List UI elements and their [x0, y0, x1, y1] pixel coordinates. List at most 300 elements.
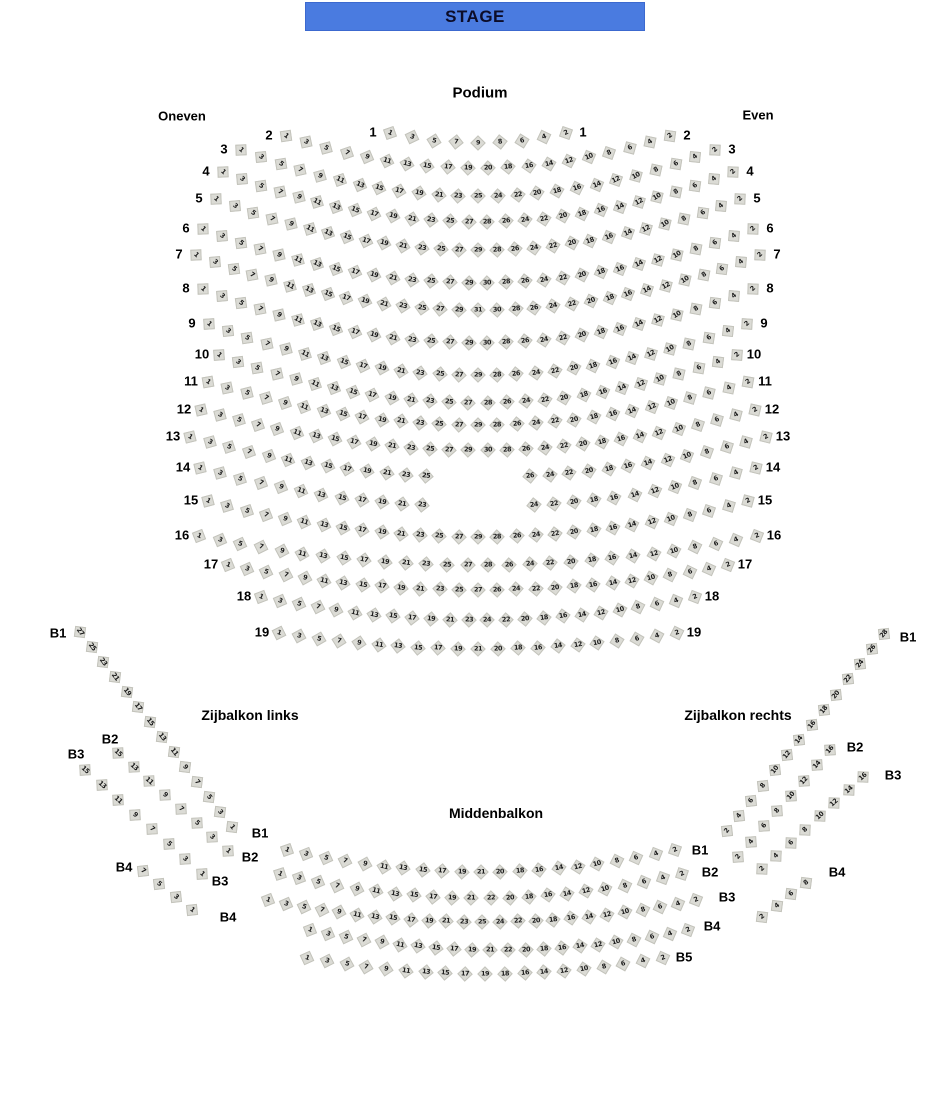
seat-main-5-9[interactable] — [283, 216, 298, 231]
seat-main-9-6[interactable] — [701, 330, 716, 345]
seat-main-8-24[interactable] — [538, 333, 551, 346]
seat-main-17-20[interactable] — [549, 581, 561, 593]
seat-main-3-4[interactable] — [688, 150, 703, 165]
seat-main-4-21[interactable] — [405, 212, 418, 225]
seat-main-10-18[interactable] — [577, 388, 591, 402]
seat-rechts-B1-2[interactable] — [719, 823, 734, 838]
seat-main-12-10[interactable] — [671, 422, 685, 436]
seat-links-B4-5[interactable] — [152, 876, 167, 891]
seat-main-10-13[interactable] — [327, 381, 341, 395]
seat-main-1-6[interactable] — [515, 134, 528, 147]
seat-main-16-7[interactable] — [254, 540, 268, 554]
seat-midden-B1-4[interactable] — [648, 847, 662, 861]
seat-main-6-15[interactable] — [329, 261, 343, 275]
seat-main-2-1[interactable] — [278, 128, 293, 143]
seat-midden-B1-20[interactable] — [495, 866, 506, 877]
seat-links-B1-25[interactable] — [84, 639, 99, 654]
seat-main-12-17[interactable] — [347, 435, 360, 448]
seat-main-4-10[interactable] — [650, 190, 665, 205]
seat-main-6-13[interactable] — [309, 257, 324, 272]
seat-main-4-2[interactable] — [725, 164, 741, 180]
seat-main-11-7[interactable] — [258, 391, 273, 406]
seat-rechts-B1-14[interactable] — [792, 732, 807, 747]
seat-midden-B5-17[interactable] — [460, 968, 471, 979]
seat-midden-B5-9[interactable] — [380, 963, 393, 976]
seat-main-9-9[interactable] — [278, 341, 293, 356]
seat-main-19-9[interactable] — [352, 637, 365, 650]
seat-main-4-16[interactable] — [594, 203, 608, 217]
seat-main-19-18[interactable] — [512, 643, 524, 655]
seat-main-12-21[interactable] — [386, 440, 399, 453]
seat-main-15-4[interactable] — [721, 499, 736, 514]
seat-main-10-6[interactable] — [691, 360, 706, 375]
seat-rechts-B2-4[interactable] — [743, 834, 759, 850]
seat-main-5-13[interactable] — [321, 226, 336, 241]
seat-main-4-19[interactable] — [386, 210, 399, 223]
seat-midden-B5-2[interactable] — [656, 951, 670, 965]
seat-main-8-6[interactable] — [707, 295, 722, 310]
seat-main-8-21[interactable] — [386, 331, 399, 344]
seat-main-6-12[interactable] — [651, 252, 666, 267]
seat-main-11-8[interactable] — [683, 391, 698, 406]
seat-main-16-9[interactable] — [275, 544, 289, 558]
seat-midden-B3-20[interactable] — [529, 915, 541, 927]
seat-main-16-12[interactable] — [647, 547, 660, 560]
seat-main-18-14[interactable] — [575, 608, 588, 621]
seat-main-14-18[interactable] — [588, 494, 601, 507]
seat-main-11-24[interactable] — [530, 417, 542, 429]
seat-main-6-8[interactable] — [688, 241, 703, 256]
seat-rechts-B1-26[interactable] — [864, 641, 879, 656]
seat-midden-B3-23[interactable] — [458, 916, 469, 927]
seat-main-12-3[interactable] — [213, 408, 228, 423]
seat-rechts-B1-6[interactable] — [743, 793, 758, 808]
seat-main-16-10[interactable] — [667, 544, 681, 558]
seat-main-8-13[interactable] — [309, 317, 324, 332]
seat-midden-B2-18[interactable] — [523, 891, 535, 903]
seat-main-6-29[interactable] — [463, 277, 474, 288]
seat-main-16-5[interactable] — [233, 537, 247, 551]
seat-main-14-5[interactable] — [233, 471, 248, 486]
seat-main-10-23[interactable] — [424, 395, 436, 407]
seat-main-16-2[interactable] — [750, 529, 764, 543]
seat-midden-B1-21[interactable] — [476, 867, 487, 878]
seat-midden-B4-4[interactable] — [663, 926, 677, 940]
seat-midden-B1-15[interactable] — [417, 864, 429, 876]
seat-main-6-23[interactable] — [405, 273, 418, 286]
seat-midden-B3-10[interactable] — [618, 905, 632, 919]
seat-midden-B2-1[interactable] — [273, 867, 288, 882]
seat-midden-B1-7[interactable] — [338, 854, 352, 868]
seat-midden-B2-13[interactable] — [388, 887, 401, 900]
seat-rechts-B1-18[interactable] — [816, 702, 831, 717]
seat-main-6-22[interactable] — [557, 271, 570, 284]
seat-midden-B5-18[interactable] — [499, 968, 510, 979]
seat-main-10-4[interactable] — [710, 354, 725, 369]
seat-main-7-2[interactable] — [752, 247, 768, 263]
seat-main-4-7[interactable] — [272, 184, 287, 199]
seat-main-10-24[interactable] — [520, 395, 532, 407]
seat-main-17-19[interactable] — [395, 581, 407, 593]
seat-main-14-14[interactable] — [628, 488, 642, 502]
seat-main-19-4[interactable] — [650, 629, 664, 643]
seat-links-B4-3[interactable] — [168, 889, 183, 904]
seat-main-18-23[interactable] — [463, 614, 474, 625]
seat-main-10-21[interactable] — [404, 393, 417, 406]
seat-main-8-26[interactable] — [519, 335, 531, 347]
seat-main-3-12[interactable] — [609, 173, 624, 188]
seat-main-16-4[interactable] — [729, 533, 743, 547]
seat-main-6-11[interactable] — [290, 252, 305, 267]
seat-main-7-13[interactable] — [301, 283, 316, 298]
seat-main-4-25[interactable] — [444, 215, 456, 227]
seat-links-B1-17[interactable] — [131, 699, 146, 714]
seat-main-16-20[interactable] — [565, 556, 577, 568]
seat-midden-B4-22[interactable] — [502, 944, 513, 955]
seat-main-17-24[interactable] — [511, 584, 523, 596]
seat-main-19-6[interactable] — [630, 632, 643, 645]
seat-main-18-22[interactable] — [500, 614, 512, 626]
seat-main-11-22[interactable] — [549, 415, 562, 428]
seat-main-3-23[interactable] — [452, 190, 464, 202]
seat-midden-B4-2[interactable] — [681, 923, 696, 938]
seat-main-4-5[interactable] — [253, 178, 268, 193]
seat-main-12-8[interactable] — [690, 417, 705, 432]
seat-main-12-28[interactable] — [501, 444, 513, 456]
seat-rechts-B1-10[interactable] — [768, 763, 783, 778]
seat-midden-B2-4[interactable] — [656, 871, 671, 886]
seat-main-15-19[interactable] — [375, 526, 388, 539]
seat-main-9-16[interactable] — [605, 355, 619, 369]
seat-main-17-5[interactable] — [259, 565, 273, 579]
seat-main-6-7[interactable] — [252, 241, 267, 256]
seat-main-15-9[interactable] — [278, 511, 292, 525]
seat-main-17-17[interactable] — [376, 580, 389, 593]
seat-main-4-9[interactable] — [291, 190, 306, 205]
seat-main-11-28[interactable] — [492, 419, 503, 430]
seat-main-5-18[interactable] — [583, 234, 597, 248]
seat-main-18-6[interactable] — [650, 597, 664, 611]
seat-midden-B1-5[interactable] — [319, 851, 333, 865]
seat-main-7-24[interactable] — [547, 300, 560, 313]
seat-main-17-14[interactable] — [606, 576, 619, 589]
seat-main-9-21[interactable] — [395, 364, 408, 377]
seat-main-12-7[interactable] — [251, 417, 266, 432]
seat-main-2-12[interactable] — [562, 154, 576, 168]
seat-main-18-5[interactable] — [292, 597, 306, 611]
seat-main-7-25[interactable] — [415, 302, 428, 315]
seat-main-15-28[interactable] — [492, 531, 503, 542]
seat-main-7-26[interactable] — [528, 302, 541, 315]
seat-main-17-22[interactable] — [530, 583, 542, 595]
seat-midden-B3-22[interactable] — [512, 916, 524, 928]
seat-main-2-17[interactable] — [442, 161, 454, 173]
seat-main-17-23[interactable] — [434, 584, 446, 596]
seat-main-11-29[interactable] — [473, 420, 484, 431]
seat-main-8-20[interactable] — [575, 328, 589, 342]
seat-main-9-19[interactable] — [375, 362, 389, 376]
seat-main-13-9[interactable] — [262, 449, 276, 463]
seat-main-18-10[interactable] — [613, 603, 627, 617]
seat-main-2-13[interactable] — [401, 157, 414, 170]
seat-rechts-B1-28[interactable] — [876, 626, 891, 641]
seat-main-10-10[interactable] — [653, 372, 668, 387]
seat-main-11-15[interactable] — [336, 407, 350, 421]
seat-main-6-16[interactable] — [613, 261, 627, 275]
seat-main-17-7[interactable] — [279, 568, 293, 582]
seat-main-15-13[interactable] — [317, 518, 331, 532]
seat-main-15-23[interactable] — [414, 529, 426, 541]
seat-main-8-4[interactable] — [726, 288, 742, 304]
seat-rechts-B2-14[interactable] — [809, 758, 825, 774]
seat-main-18-21[interactable] — [444, 614, 456, 626]
seat-links-B1-19[interactable] — [119, 684, 134, 699]
seat-main-3-14[interactable] — [589, 177, 603, 191]
seat-main-16-6[interactable] — [709, 537, 723, 551]
seat-main-17-18[interactable] — [568, 580, 581, 593]
seat-main-2-20[interactable] — [482, 162, 493, 173]
seat-rechts-B3-16[interactable] — [855, 769, 871, 785]
seat-main-9-29[interactable] — [473, 370, 484, 381]
seat-midden-B1-16[interactable] — [533, 864, 545, 876]
seat-main-12-1[interactable] — [193, 402, 208, 417]
seat-main-5-14[interactable] — [620, 226, 635, 241]
seat-main-9-26[interactable] — [510, 368, 522, 380]
seat-main-5-19[interactable] — [378, 237, 392, 251]
seat-main-10-19[interactable] — [385, 391, 398, 404]
seat-main-12-20[interactable] — [577, 438, 590, 451]
seat-rechts-B3-2[interactable] — [754, 861, 770, 877]
seat-main-19-2[interactable] — [670, 626, 684, 640]
seat-main-2-4[interactable] — [642, 135, 657, 150]
seat-midden-B1-11[interactable] — [377, 860, 390, 873]
seat-midden-B3-14[interactable] — [582, 910, 595, 923]
seat-main-15-16[interactable] — [606, 521, 619, 534]
seat-main-3-18[interactable] — [550, 184, 563, 197]
seat-midden-B4-3[interactable] — [321, 926, 335, 940]
seat-rechts-B3-4[interactable] — [769, 848, 785, 864]
seat-main-8-15[interactable] — [329, 321, 343, 335]
seat-midden-B1-17[interactable] — [436, 865, 448, 877]
seat-midden-B3-1[interactable] — [261, 893, 275, 907]
seat-main-9-1[interactable] — [201, 316, 217, 332]
seat-main-16-16[interactable] — [606, 552, 619, 565]
seat-main-5-3[interactable] — [227, 198, 242, 213]
seat-rechts-B4-8[interactable] — [798, 875, 813, 890]
seat-main-4-8[interactable] — [669, 184, 684, 199]
seat-main-12-24[interactable] — [539, 441, 551, 453]
seat-main-6-20[interactable] — [575, 268, 589, 282]
seat-main-7-19[interactable] — [358, 294, 372, 308]
seat-main-14-3[interactable] — [213, 466, 228, 481]
seat-midden-B5-3[interactable] — [320, 954, 334, 968]
seat-main-2-16[interactable] — [522, 159, 535, 172]
seat-midden-B4-16[interactable] — [556, 942, 568, 954]
seat-main-3-13[interactable] — [352, 177, 366, 191]
seat-main-17-15[interactable] — [356, 578, 369, 591]
seat-main-1-1[interactable] — [383, 126, 398, 141]
seat-main-2-7[interactable] — [339, 146, 354, 161]
seat-midden-B2-5[interactable] — [311, 875, 325, 889]
seat-midden-B3-17[interactable] — [404, 913, 416, 925]
seat-main-17-2[interactable] — [721, 558, 735, 572]
seat-main-11-9[interactable] — [278, 396, 293, 411]
seat-main-9-24[interactable] — [529, 366, 542, 379]
seat-main-6-4[interactable] — [726, 228, 742, 244]
seat-midden-B4-7[interactable] — [357, 933, 371, 947]
seat-main-5-25[interactable] — [434, 243, 446, 255]
seat-midden-B1-1[interactable] — [280, 843, 295, 858]
seat-main-14-1[interactable] — [192, 460, 207, 475]
seat-links-B1-5[interactable] — [201, 789, 216, 804]
seat-main-7-28[interactable] — [510, 303, 522, 315]
seat-main-7-8[interactable] — [696, 267, 711, 282]
seat-main-14-4[interactable] — [728, 466, 743, 481]
seat-main-7-15[interactable] — [320, 287, 334, 301]
seat-main-12-23[interactable] — [405, 441, 417, 453]
seat-main-12-15[interactable] — [328, 432, 342, 446]
seat-midden-B3-5[interactable] — [297, 900, 311, 914]
seat-main-5-21[interactable] — [397, 239, 410, 252]
seat-main-3-3[interactable] — [253, 150, 268, 165]
seat-main-8-1[interactable] — [195, 281, 211, 297]
seat-midden-B1-13[interactable] — [397, 862, 410, 875]
seat-midden-B3-19[interactable] — [422, 915, 434, 927]
seat-midden-B3-24[interactable] — [494, 916, 505, 927]
seat-main-9-22[interactable] — [548, 364, 561, 377]
seat-links-B2-3[interactable] — [205, 829, 221, 845]
seat-midden-B3-7[interactable] — [315, 903, 329, 917]
seat-main-5-11[interactable] — [302, 221, 317, 236]
seat-midden-B3-6[interactable] — [653, 900, 667, 914]
seat-main-5-27[interactable] — [453, 244, 465, 256]
seat-main-6-27[interactable] — [444, 276, 456, 288]
seat-midden-B4-1[interactable] — [303, 923, 318, 938]
seat-midden-B4-5[interactable] — [339, 930, 353, 944]
seat-main-9-5[interactable] — [240, 330, 255, 345]
seat-main-17-6[interactable] — [683, 565, 697, 579]
seat-main-9-23[interactable] — [414, 366, 427, 379]
seat-midden-B4-8[interactable] — [627, 933, 641, 947]
seat-main-1-2[interactable] — [559, 126, 574, 141]
seat-rechts-B1-20[interactable] — [828, 687, 843, 702]
seat-main-15-20[interactable] — [568, 526, 581, 539]
seat-main-18-8[interactable] — [631, 601, 645, 615]
seat-main-19-19[interactable] — [452, 643, 463, 654]
seat-main-18-12[interactable] — [594, 606, 607, 619]
seat-midden-B4-19[interactable] — [466, 944, 478, 956]
seat-links-B2-1[interactable] — [220, 843, 236, 859]
seat-links-B1-9[interactable] — [178, 759, 193, 774]
seat-main-12-26[interactable] — [520, 443, 532, 455]
seat-rechts-B2-12[interactable] — [796, 773, 812, 789]
seat-main-7-31[interactable] — [473, 305, 484, 316]
seat-main-1-9[interactable] — [473, 138, 484, 149]
seat-main-3-19[interactable] — [412, 187, 425, 200]
seat-main-3-17[interactable] — [392, 184, 405, 197]
seat-rechts-B1-12[interactable] — [780, 747, 795, 762]
seat-main-10-5[interactable] — [250, 360, 265, 375]
seat-main-18-18[interactable] — [538, 612, 550, 624]
seat-main-7-12[interactable] — [659, 278, 674, 293]
seat-main-13-15[interactable] — [321, 459, 335, 473]
seat-main-5-16[interactable] — [602, 230, 616, 244]
seat-main-12-11[interactable] — [289, 426, 303, 440]
seat-main-7-18[interactable] — [603, 291, 617, 305]
seat-main-10-28[interactable] — [482, 397, 493, 408]
seat-main-3-21[interactable] — [432, 189, 444, 201]
seat-main-7-16[interactable] — [621, 287, 635, 301]
seat-main-16-24[interactable] — [524, 558, 536, 570]
seat-midden-B2-6[interactable] — [637, 875, 651, 889]
seat-midden-B3-9[interactable] — [333, 905, 347, 919]
seat-main-4-27[interactable] — [463, 216, 474, 227]
seat-main-12-14[interactable] — [633, 429, 647, 443]
seat-midden-B5-5[interactable] — [340, 958, 354, 972]
seat-midden-B4-10[interactable] — [609, 936, 622, 949]
seat-main-2-19[interactable] — [462, 162, 473, 173]
seat-main-12-18[interactable] — [595, 435, 608, 448]
seat-main-10-7[interactable] — [269, 366, 284, 381]
seat-main-11-13[interactable] — [317, 404, 331, 418]
seat-midden-B2-9[interactable] — [350, 882, 364, 896]
seat-rechts-B2-10[interactable] — [783, 788, 799, 804]
seat-main-17-3[interactable] — [240, 562, 254, 576]
seat-main-3-15[interactable] — [372, 181, 386, 195]
seat-midden-B2-12[interactable] — [580, 885, 593, 898]
seat-main-13-7[interactable] — [242, 444, 257, 459]
seat-main-14-2[interactable] — [748, 460, 763, 475]
seat-links-B1-11[interactable] — [166, 744, 181, 759]
seat-main-5-24[interactable] — [528, 241, 541, 254]
seat-main-3-6[interactable] — [668, 156, 683, 171]
seat-main-6-1[interactable] — [195, 221, 211, 237]
seat-main-11-5[interactable] — [239, 386, 254, 401]
seat-main-2-6[interactable] — [622, 141, 637, 156]
seat-main-8-5[interactable] — [233, 295, 248, 310]
seat-main-19-12[interactable] — [571, 639, 584, 652]
seat-main-4-17[interactable] — [367, 207, 381, 221]
seat-midden-B3-16[interactable] — [565, 912, 578, 925]
seat-midden-B2-8[interactable] — [618, 879, 632, 893]
seat-links-B2-13[interactable] — [126, 759, 142, 775]
seat-main-4-26[interactable] — [500, 215, 512, 227]
seat-main-12-30[interactable] — [482, 444, 493, 455]
seat-main-14-11[interactable] — [294, 484, 308, 498]
seat-midden-B5-15[interactable] — [440, 967, 452, 979]
seat-main-17-10[interactable] — [644, 571, 658, 585]
seat-main-1-5[interactable] — [427, 134, 440, 147]
seat-main-7-17[interactable] — [339, 291, 353, 305]
seat-main-10-20[interactable] — [558, 391, 571, 404]
seat-main-16-14[interactable] — [626, 549, 639, 562]
seat-main-18-9[interactable] — [330, 603, 344, 617]
seat-main-7-22[interactable] — [565, 297, 578, 310]
seat-midden-B1-10[interactable] — [591, 857, 605, 871]
seat-main-7-3[interactable] — [207, 254, 222, 269]
seat-links-B2-11[interactable] — [142, 773, 158, 789]
seat-main-10-2[interactable] — [729, 347, 745, 363]
seat-main-18-17[interactable] — [406, 612, 418, 624]
seat-main-16-26[interactable] — [503, 559, 514, 570]
seat-main-11-1[interactable] — [200, 374, 215, 389]
seat-main-2-10[interactable] — [582, 150, 596, 164]
seat-main-10-12[interactable] — [634, 377, 649, 392]
seat-main-3-8[interactable] — [648, 163, 663, 178]
seat-main-17-13[interactable] — [337, 576, 350, 589]
seat-main-16-19[interactable] — [379, 556, 391, 568]
seat-main-5-17[interactable] — [359, 234, 373, 248]
